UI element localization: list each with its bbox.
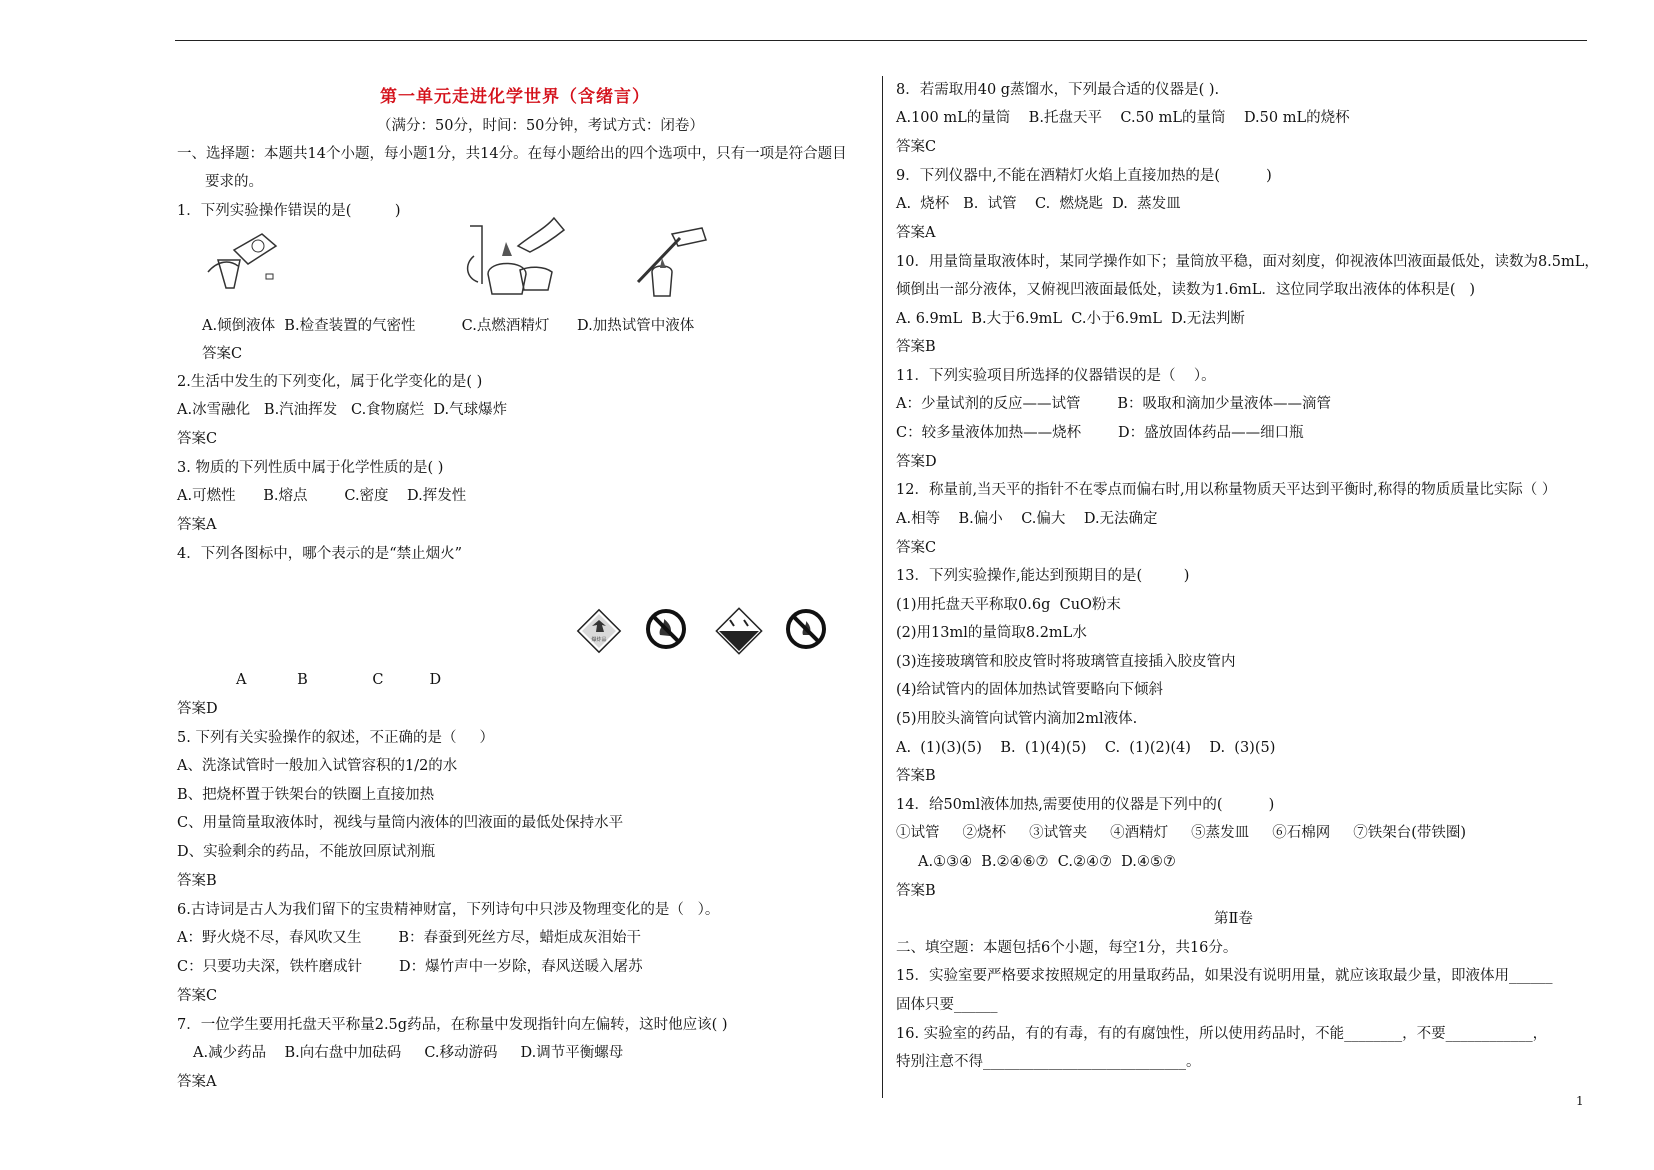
section-2-heading: 二、填空题：本题包括6个小题，每空1分，共16分。 (896, 940, 1238, 956)
q6-options-cd: C：只要功夫深，铁杵磨成针 D：爆竹声中一岁除，春风送暖入屠苏 (177, 959, 643, 975)
question-10-cont: 倾倒出一部分液体，又俯视凹液面最低处，读数为1.6mL．这位同学取出液体的体积是( ) (896, 282, 1476, 298)
question-13: 13．下列实验操作,能达到预期目的是( ) (896, 568, 1190, 584)
q5-option-b: B、把烧杯置于铁架台的铁圈上直接加热 (177, 787, 435, 803)
question-15: 15．实验室要严格要求按照规定的用量取药品，如果没有说明用量，就应该取最少量，即液体用______ (896, 968, 1553, 984)
q5-option-a: A、洗涤试管时一般加入试管容积的1/2的水 (177, 758, 458, 774)
alcohol-lamp-figure (460, 216, 570, 302)
question-2: 2.生活中发生的下列变化，属于化学变化的是( ) (177, 374, 483, 390)
q8-answer: 答案C (896, 139, 937, 155)
part-2-heading: 第Ⅱ卷 (1214, 911, 1253, 927)
q13-item-5: (5)用胶头滴管向试管内滴加2ml液体. (896, 711, 1138, 727)
question-1: 1．下列实验操作错误的是( ) (177, 203, 401, 219)
question-15-cont: 固体只要______ (896, 997, 998, 1013)
page-subtitle: （满分：50分，时间：50分钟，考试方式：闭卷） (377, 118, 704, 134)
section-1-heading: 一、选择题：本题共14个小题，每小题1分，共14分。在每小题给出的四个选项中，只有一项是符合题目 (177, 146, 847, 162)
q6-options-ab: A：野火烧不尽，春风吹又生 B：春蚕到死丝方尽，蜡炬成灰泪始干 (177, 930, 641, 946)
q1-answer: 答案C (202, 346, 243, 362)
pouring-liquid-figure (200, 226, 296, 298)
q13-options: A. (1)(3)(5) B. (1)(4)(5) C. (1)(2)(4) D. (3)(5) (896, 740, 1276, 756)
q11-options-ab: A：少量试剂的反应——试管 B：吸取和滴加少量液体——滴管 (896, 396, 1331, 412)
section-1-heading-cont: 要求的。 (205, 174, 263, 190)
q13-answer: 答案B (896, 768, 936, 784)
q10-options: A. 6.9mL B.大于6.9mL C.小于6.9mL D.无法判断 (896, 311, 1245, 327)
no-smoking-fire-sign-icon (785, 608, 827, 650)
q14-options: A.①③④ B.②④⑥⑦ C.②④⑦ D.④⑤⑦ (918, 854, 1176, 870)
q12-answer: 答案C (896, 540, 937, 556)
q13-item-2: (2)用13ml的量筒取8.2mL水 (896, 625, 1087, 641)
header-rule (175, 40, 1587, 41)
q13-item-3: (3)连接玻璃管和胶皮管时将玻璃管直接插入胶皮管内 (896, 654, 1236, 670)
page-number: 1 (1576, 1094, 1584, 1108)
q5-option-c: C、用量筒量取液体时，视线与量筒内液体的凹液面的最低处保持水平 (177, 815, 624, 831)
heating-test-tube-figure (632, 224, 722, 300)
q7-options: A.减少药品 B.向右盘中加砝码 C.移动游码 D.调节平衡螺母 (193, 1045, 624, 1061)
q9-answer: 答案A (896, 225, 936, 241)
q2-answer: 答案C (177, 431, 218, 447)
q3-answer: 答案A (177, 517, 217, 533)
q14-instruments: ①试管 ②烧杯 ③试管夹 ④酒精灯 ⑤蒸发皿 ⑥石棉网 ⑦铁架台(带铁圈) (896, 825, 1467, 841)
q2-options: A.冰雪融化 B.汽油挥发 C.食物腐烂 D.气球爆炸 (177, 402, 508, 418)
question-16: 16. 实验室的药品，有的有毒，有的有腐蚀性，所以使用药品时，不能________，不要____________， (896, 1026, 1548, 1042)
corrosive-sign-icon (714, 606, 764, 656)
q13-item-1: (1)用托盘天平称取0.6g CuO粉末 (896, 597, 1121, 613)
q13-item-4: (4)给试管内的固体加热试管要略向下倾斜 (896, 682, 1164, 698)
question-7: 7．一位学生要用托盘天平称量2.5g药品，在称量中发现指针向左偏转，这时他应该( ) (177, 1017, 728, 1033)
q9-options: A. 烧杯 B. 试管 C. 燃烧匙 D. 蒸发皿 (896, 196, 1181, 212)
page-title: 第一单元走进化学世界（含绪言） (380, 87, 650, 107)
q4-answer: 答案D (177, 701, 218, 717)
q11-answer: 答案D (896, 454, 937, 470)
no-burning-sign-icon (645, 608, 687, 650)
q5-answer: 答案B (177, 873, 217, 889)
q5-option-d: D、实验剩余的药品，不能放回原试剂瓶 (177, 844, 436, 860)
q6-answer: 答案C (177, 988, 218, 1004)
q8-options: A.100 mL的量筒 B.托盘天平 C.50 mL的量筒 D.50 mL的烧杯 (896, 110, 1350, 126)
question-8: 8．若需取用40 g蒸馏水，下列最合适的仪器是( ). (896, 82, 1220, 98)
question-5: 5. 下列有关实验操作的叙述，不正确的是（ ） (177, 730, 494, 746)
explosive-sign-label: 爆炸品 (591, 637, 607, 643)
question-6: 6.古诗词是古人为我们留下的宝贵精神财富，下列诗句中只涉及物理变化的是（ ）。 (177, 902, 720, 918)
question-14: 14．给50ml液体加热,需要使用的仪器是下列中的( ) (896, 797, 1275, 813)
q10-answer: 答案B (896, 339, 936, 355)
q3-options: A.可燃性 B.熔点 C.密度 D.挥发性 (177, 488, 467, 504)
question-3: 3. 物质的下列性质中属于化学性质的是( ) (177, 460, 444, 476)
question-9: 9．下列仪器中,不能在酒精灯火焰上直接加热的是( ) (896, 168, 1272, 184)
q4-options: A B C D (236, 672, 442, 688)
question-4: 4．下列各图标中，哪个表示的是“禁止烟火” (177, 546, 463, 562)
q11-options-cd: C：较多量液体加热——烧杯 D：盛放固体药品——细口瓶 (896, 425, 1304, 441)
q12-options: A.相等 B.偏小 C.偏大 D.无法确定 (896, 511, 1158, 527)
q14-answer: 答案B (896, 883, 936, 899)
question-11: 11．下列实验项目所选择的仪器错误的是（ ）。 (896, 368, 1216, 384)
explosive-sign-icon (576, 608, 622, 654)
question-12: 12．称量前,当天平的指针不在零点而偏右时,用以称量物质天平达到平衡时,称得的物质质量比实际（ ） (896, 482, 1557, 498)
column-divider (882, 76, 883, 1098)
question-16-cont: 特别注意不得____________________________。 (896, 1054, 1201, 1070)
q7-answer: 答案A (177, 1074, 217, 1090)
question-10: 10．用量筒量取液体时，某同学操作如下；量筒放平稳，面对刻度，仰视液体凹液面最低处，读数为8.5mL， (896, 254, 1599, 270)
q1-options: A.倾倒液体 B.检查装置的气密性 C.点燃酒精灯 D.加热试管中液体 (202, 318, 695, 334)
